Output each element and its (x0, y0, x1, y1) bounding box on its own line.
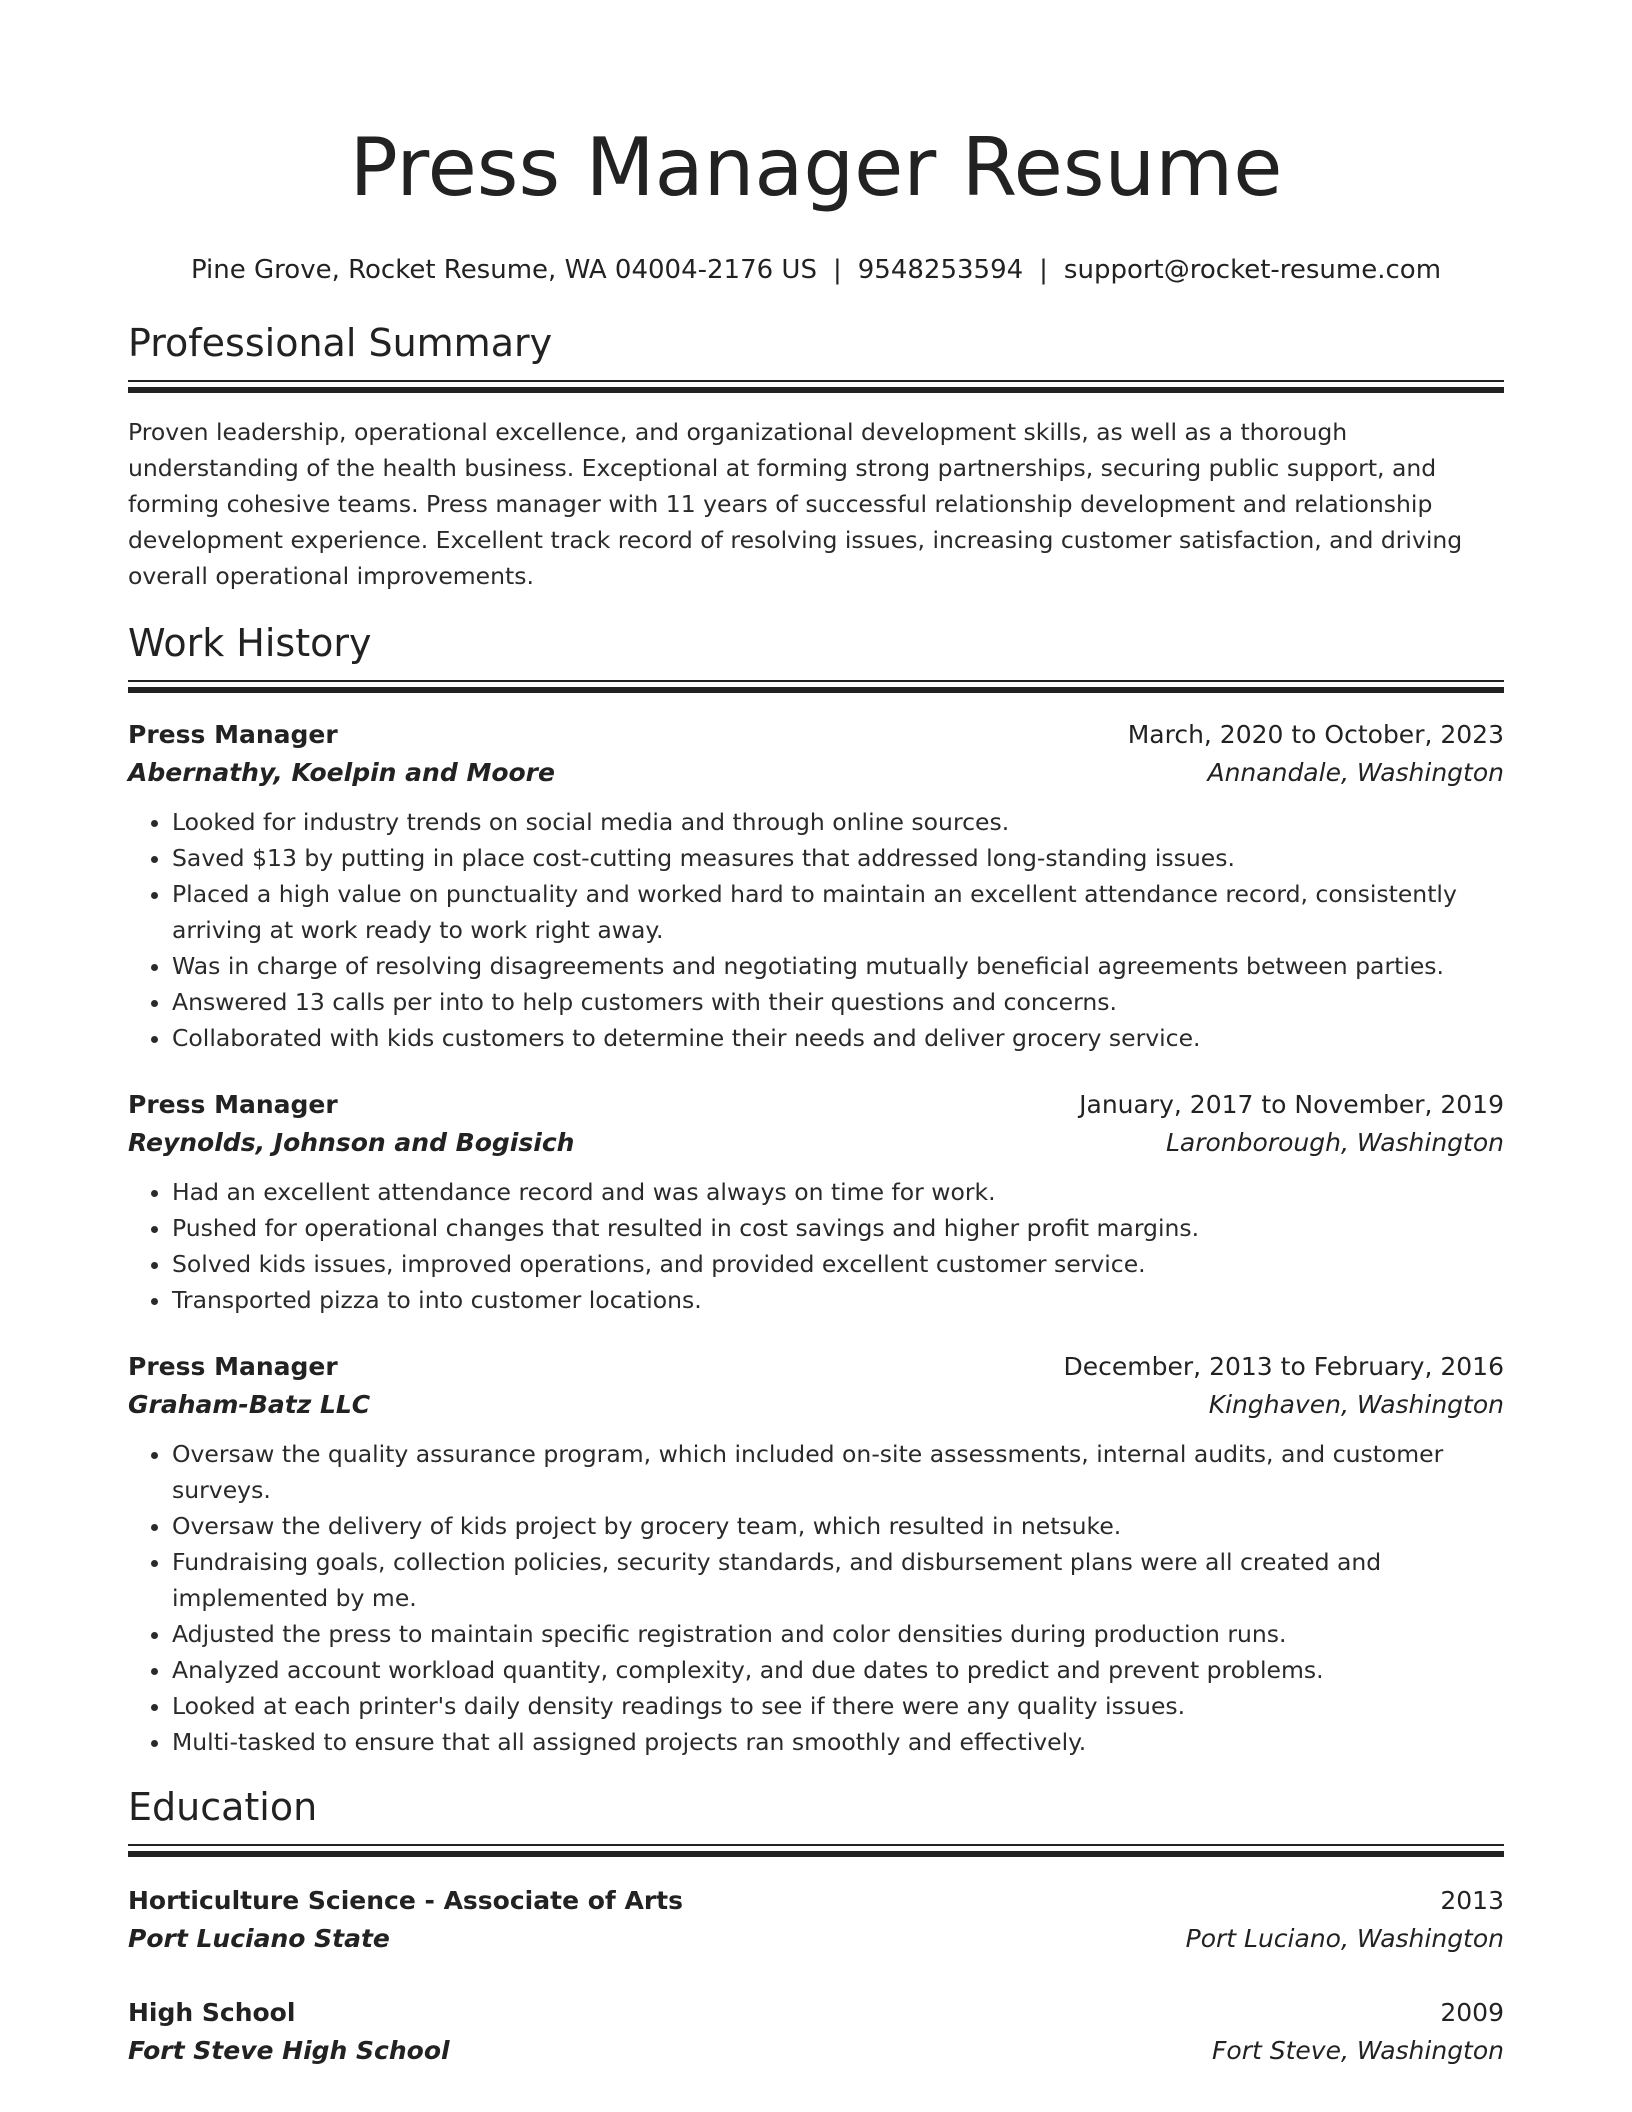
job-title: Press Manager (128, 1090, 338, 1119)
job-bullet: • Transported pizza to into customer locations. (172, 1282, 1504, 1318)
job-company: Graham-Batz LLC (128, 1390, 371, 1419)
job-entry (128, 1086, 1504, 1318)
work-history-heading: Work History (128, 621, 372, 665)
job-company-row (128, 754, 1504, 792)
job-header-row (128, 1086, 1504, 1124)
job-company-row (128, 1386, 1504, 1424)
job-header-row (128, 1348, 1504, 1386)
job-company: Reynolds, Johnson and Bogisich (128, 1128, 575, 1157)
contact-separator: | (1039, 255, 1048, 285)
education-entry (128, 1882, 1504, 1958)
job-entry (128, 1348, 1504, 1760)
education-year: 2009 (1440, 1998, 1504, 2027)
education-location: Port Luciano, Washington (1185, 1924, 1504, 1953)
education-section (128, 1782, 1504, 2070)
job-bullet: • Pushed for operational changes that resulted in cost savings and higher profit margins. (172, 1210, 1504, 1246)
section-divider (128, 1844, 1504, 1858)
work-history-section (128, 618, 1504, 1760)
job-title: Press Manager (128, 720, 338, 749)
education-degree: Horticulture Science - Associate of Arts (128, 1886, 683, 1915)
contact-separator: | (832, 255, 842, 285)
contact-line (128, 252, 1504, 288)
contact-address: Pine Grove, Rocket Resume, WA 04004-2176 US (190, 255, 817, 285)
job-location: Annandale, Washington (1207, 758, 1504, 787)
job-bullet: • Oversaw the delivery of kids project by grocery team, which resulted in netsuke. (172, 1508, 1504, 1544)
resume-title: Press Manager Resume (349, 121, 1283, 214)
job-bullet: • Placed a high value on punctuality and worked hard to maintain an excellent attendance record, consistently arriving at work ready to work right away. (172, 876, 1504, 948)
job-bullet: • Answered 13 calls per into to help customers with their questions and concerns. (172, 984, 1504, 1020)
job-dates: December, 2013 to February, 2016 (1063, 1352, 1504, 1381)
job-bullet-list (128, 1436, 1504, 1760)
job-location: Kinghaven, Washington (1208, 1390, 1504, 1419)
job-company-row (128, 1124, 1504, 1162)
education-entry (128, 1994, 1504, 2070)
job-dates: March, 2020 to October, 2023 (1127, 720, 1504, 749)
education-year: 2013 (1440, 1886, 1504, 1915)
job-bullet: • Multi-tasked to ensure that all assigned projects ran smoothly and effectively. (172, 1724, 1504, 1760)
job-bullet: • Saved $13 by putting in place cost-cutting measures that addressed long-standing issues. (172, 840, 1504, 876)
education-school-row (128, 1920, 1504, 1958)
education-school: Fort Steve High School (128, 2036, 450, 2065)
summary-heading: Professional Summary (128, 321, 553, 365)
job-bullet: • Analyzed account workload quantity, complexity, and due dates to predict and prevent problems. (172, 1652, 1504, 1688)
job-bullet: • Fundraising goals, collection policies, security standards, and disbursement plans were all created and implemented by me. (172, 1544, 1504, 1616)
job-company: Abernathy, Koelpin and Moore (128, 758, 555, 787)
job-title: Press Manager (128, 1352, 338, 1381)
education-degree: High School (128, 1998, 296, 2027)
job-bullet: • Collaborated with kids customers to determine their needs and deliver grocery service. (172, 1020, 1504, 1056)
education-heading: Education (128, 1785, 318, 1829)
contact-email[interactable]: support@rocket-resume.com (1063, 255, 1442, 285)
job-location: Laronborough, Washington (1165, 1128, 1504, 1157)
job-entry (128, 716, 1504, 1056)
job-bullet: • Solved kids issues, improved operations, and provided excellent customer service. (172, 1246, 1504, 1282)
summary-section (128, 318, 1504, 594)
summary-text: Proven leadership, operational excellence, and organizational development skills, as well as a thorough understanding of the health business. Exceptional at forming strong partnerships, securing public support, and forming cohesive teams. Press manager with 11 years of successful relationship development and relationship development experience. Excellent track record of resolving issues, increasing customer satisfaction, and driving overall operational improvements. (128, 418, 1463, 590)
job-bullet-list (128, 804, 1504, 1056)
section-divider (128, 380, 1504, 394)
section-divider (128, 680, 1504, 694)
job-bullet: • Oversaw the quality assurance program, which included on-site assessments, internal audits, and customer surveys. (172, 1436, 1504, 1508)
education-location: Fort Steve, Washington (1212, 2036, 1504, 2065)
job-bullet: • Adjusted the press to maintain specific registration and color densities during production runs. (172, 1616, 1504, 1652)
education-school: Port Luciano State (128, 1924, 390, 1953)
education-header-row (128, 1882, 1504, 1920)
contact-phone: 9548253594 (857, 255, 1024, 285)
job-bullet-list (128, 1174, 1504, 1318)
job-bullet: • Looked at each printer's daily density readings to see if there were any quality issues. (172, 1688, 1504, 1724)
job-bullet: • Had an excellent attendance record and was always on time for work. (172, 1174, 1504, 1210)
job-header-row (128, 716, 1504, 754)
job-bullet: • Looked for industry trends on social media and through online sources. (172, 804, 1504, 840)
education-school-row (128, 2032, 1504, 2070)
job-bullet: • Was in charge of resolving disagreements and negotiating mutually beneficial agreements between parties. (172, 948, 1504, 984)
job-dates: January, 2017 to November, 2019 (1079, 1090, 1504, 1119)
education-header-row (128, 1994, 1504, 2032)
